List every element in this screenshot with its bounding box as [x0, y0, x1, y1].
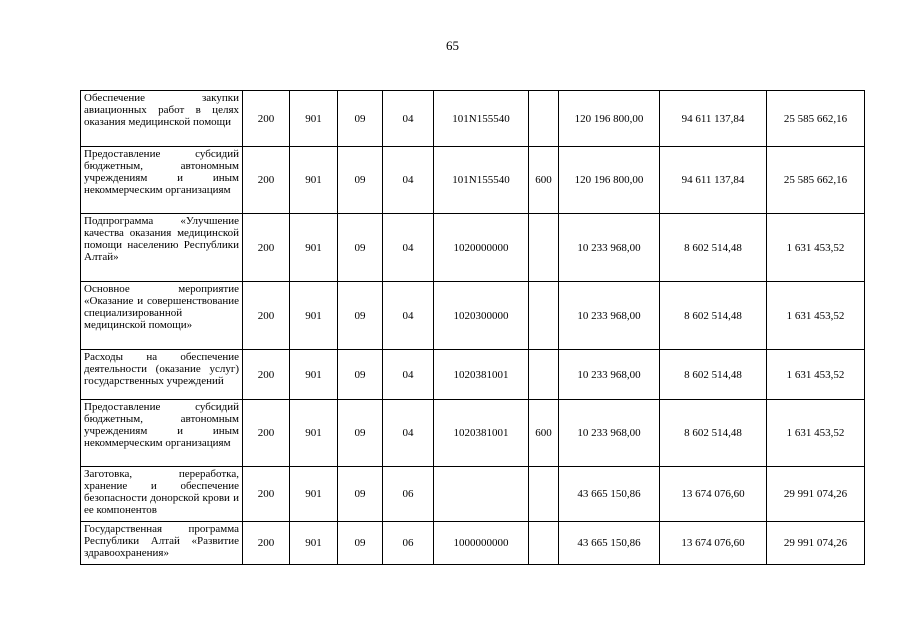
row-name: Предоставление субсидий бюджетным, автономным учреждениям и иным некоммерческим организациям	[81, 400, 243, 467]
ministry-code: 200	[243, 400, 290, 467]
expense-type	[529, 214, 559, 282]
expense-type	[529, 282, 559, 350]
table-row	[81, 282, 865, 350]
executed-amount: 94 611 137,84	[660, 91, 767, 147]
row-name: Основное мероприятие «Оказание и совершенствование специализированной медицинской помощи»	[81, 282, 243, 350]
expense-type	[529, 467, 559, 522]
subsection-code: 04	[383, 282, 434, 350]
subsection-code: 04	[383, 400, 434, 467]
subsection-code: 04	[383, 91, 434, 147]
row-name: Заготовка, переработка, хранение и обеспечение безопасности донорской крови и ее компонентов	[81, 467, 243, 522]
row-name: Обеспечение закупки авиационных работ в целях оказания медицинской помощи	[81, 91, 243, 147]
plan-amount: 10 233 968,00	[559, 400, 660, 467]
plan-amount: 10 233 968,00	[559, 282, 660, 350]
row-name: Подпрограмма «Улучшение качества оказания медицинской помощи населению Республики Алтай»	[81, 214, 243, 282]
section-code: 09	[338, 214, 383, 282]
gov-code: 901	[290, 350, 338, 400]
remainder-amount: 1 631 453,52	[767, 214, 865, 282]
remainder-amount: 1 631 453,52	[767, 282, 865, 350]
section-code: 09	[338, 147, 383, 214]
subsection-code: 06	[383, 467, 434, 522]
target-article: 101N155540	[434, 147, 529, 214]
gov-code: 901	[290, 214, 338, 282]
gov-code: 901	[290, 522, 338, 565]
executed-amount: 13 674 076,60	[660, 467, 767, 522]
gov-code: 901	[290, 467, 338, 522]
remainder-amount: 25 585 662,16	[767, 91, 865, 147]
target-article	[434, 467, 529, 522]
ministry-code: 200	[243, 214, 290, 282]
executed-amount: 8 602 514,48	[660, 400, 767, 467]
ministry-code: 200	[243, 350, 290, 400]
row-name: Предоставление субсидий бюджетным, автономным учреждениям и иным некоммерческим организациям	[81, 147, 243, 214]
section-code: 09	[338, 400, 383, 467]
gov-code: 901	[290, 147, 338, 214]
subsection-code: 04	[383, 147, 434, 214]
subsection-code: 04	[383, 350, 434, 400]
plan-amount: 120 196 800,00	[559, 91, 660, 147]
executed-amount: 8 602 514,48	[660, 214, 767, 282]
executed-amount: 8 602 514,48	[660, 282, 767, 350]
table-row	[81, 147, 865, 214]
target-article: 1020300000	[434, 282, 529, 350]
target-article: 101N155540	[434, 91, 529, 147]
expense-type: 600	[529, 147, 559, 214]
ministry-code: 200	[243, 467, 290, 522]
ministry-code: 200	[243, 282, 290, 350]
remainder-amount: 29 991 074,26	[767, 522, 865, 565]
gov-code: 901	[290, 91, 338, 147]
expense-type: 600	[529, 400, 559, 467]
target-article: 1020381001	[434, 400, 529, 467]
table-row	[81, 467, 865, 522]
ministry-code: 200	[243, 91, 290, 147]
executed-amount: 8 602 514,48	[660, 350, 767, 400]
section-code: 09	[338, 350, 383, 400]
budget-table	[80, 90, 865, 565]
executed-amount: 94 611 137,84	[660, 147, 767, 214]
section-code: 09	[338, 282, 383, 350]
executed-amount: 13 674 076,60	[660, 522, 767, 565]
gov-code: 901	[290, 282, 338, 350]
page-number: 65	[446, 38, 459, 53]
target-article: 1020000000	[434, 214, 529, 282]
target-article: 1020381001	[434, 350, 529, 400]
subsection-code: 06	[383, 522, 434, 565]
expense-type	[529, 522, 559, 565]
plan-amount: 43 665 150,86	[559, 467, 660, 522]
ministry-code: 200	[243, 147, 290, 214]
section-code: 09	[338, 467, 383, 522]
row-name: Расходы на обеспечение деятельности (оказание услуг) государственных учреждений	[81, 350, 243, 400]
remainder-amount: 29 991 074,26	[767, 467, 865, 522]
table-row	[81, 350, 865, 400]
table-row	[81, 522, 865, 565]
remainder-amount: 25 585 662,16	[767, 147, 865, 214]
remainder-amount: 1 631 453,52	[767, 400, 865, 467]
plan-amount: 10 233 968,00	[559, 350, 660, 400]
expense-type	[529, 350, 559, 400]
table-row	[81, 400, 865, 467]
section-code: 09	[338, 91, 383, 147]
plan-amount: 43 665 150,86	[559, 522, 660, 565]
plan-amount: 120 196 800,00	[559, 147, 660, 214]
table-row	[81, 91, 865, 147]
expense-type	[529, 91, 559, 147]
section-code: 09	[338, 522, 383, 565]
plan-amount: 10 233 968,00	[559, 214, 660, 282]
ministry-code: 200	[243, 522, 290, 565]
target-article: 1000000000	[434, 522, 529, 565]
row-name: Государственная программа Республики Алтай «Развитие здравоохранения»	[81, 522, 243, 565]
remainder-amount: 1 631 453,52	[767, 350, 865, 400]
subsection-code: 04	[383, 214, 434, 282]
table-row	[81, 214, 865, 282]
gov-code: 901	[290, 400, 338, 467]
